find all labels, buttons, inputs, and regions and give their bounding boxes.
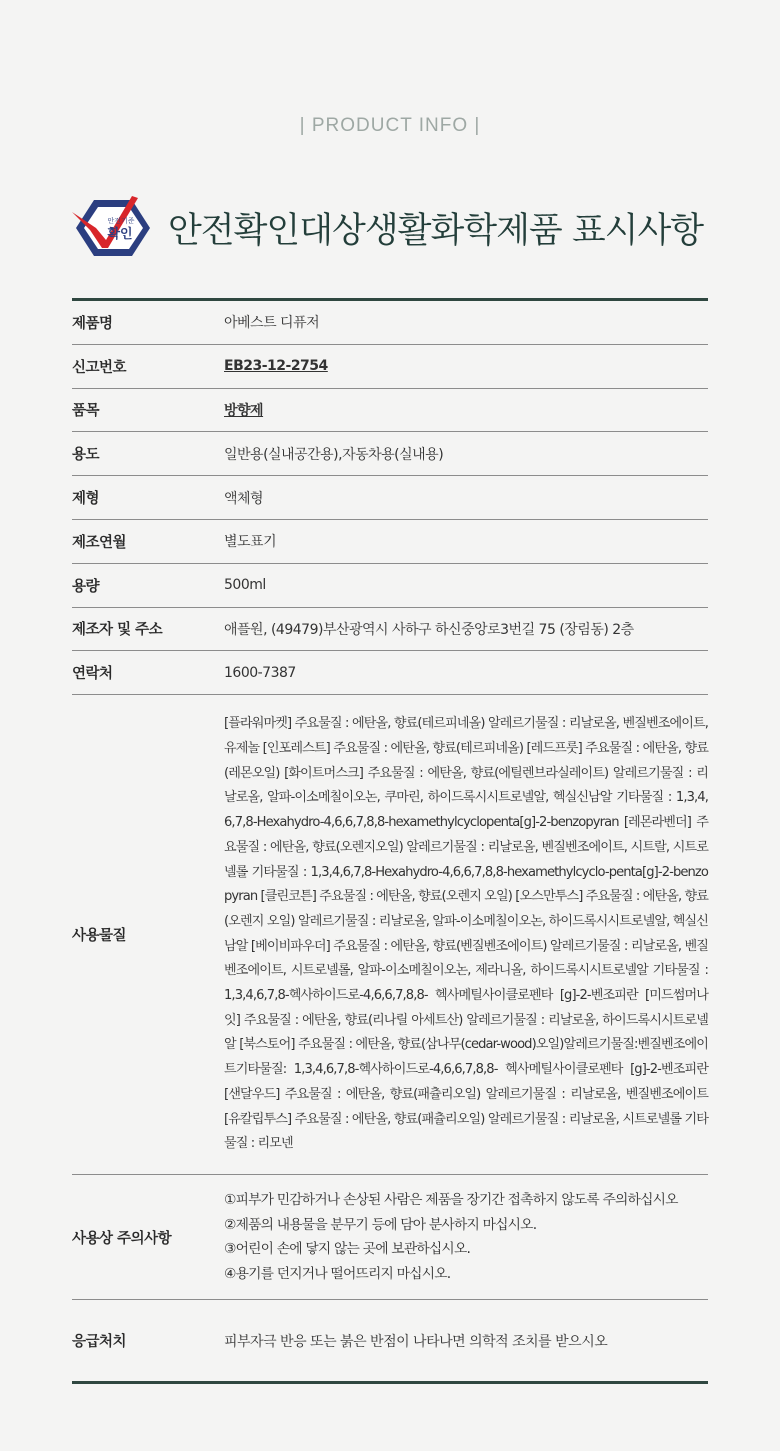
row-label: 사용상 주의사항 — [72, 1230, 172, 1247]
product-info-table — [72, 298, 708, 1384]
row-label: 용도 — [72, 447, 100, 464]
row-label: 품목 — [72, 403, 100, 420]
report-number-link[interactable]: EB23-12-2754 — [224, 358, 328, 375]
row-label: 용량 — [72, 578, 100, 595]
caution-item: ②제품의 내용물을 분무기 등에 담아 분사하지 마십시오. — [224, 1216, 537, 1233]
row-label: 신고번호 — [72, 359, 127, 376]
table-row-form — [72, 476, 708, 520]
table-row-contact — [72, 651, 708, 695]
row-label: 제품명 — [72, 315, 113, 332]
category-link[interactable]: 방향제 — [224, 402, 264, 419]
row-value: 1600-7387 — [224, 664, 296, 681]
section-title: | PRODUCT INFO | — [299, 115, 481, 136]
table-row-capacity — [72, 564, 708, 608]
row-value: 아베스트 디퓨저 — [224, 315, 320, 332]
table-row-product-name — [72, 301, 708, 345]
row-label: 제형 — [72, 491, 100, 508]
row-label: 응급처치 — [72, 1334, 127, 1351]
row-label: 제조연월 — [72, 534, 127, 551]
table-row-manufacturer — [72, 608, 708, 652]
caution-item: ③어린이 손에 닿지 않는 곳에 보관하십시오. — [224, 1241, 471, 1258]
caution-item: ④용기를 던지거나 떨어뜨리지 마십시오. — [224, 1265, 451, 1282]
row-value: 일반용(실내공간용),자동차용(실내용) — [224, 446, 444, 463]
caution-item: ①피부가 민감하거나 손상된 사람은 제품을 장기간 접촉하지 않도록 주의하십시오 — [224, 1192, 678, 1209]
table-row-usage — [72, 432, 708, 476]
safety-confirmed-badge-icon — [72, 192, 154, 264]
row-label: 연락처 — [72, 666, 113, 683]
row-value: 액체형 — [224, 490, 264, 507]
materials-text: [플라워마켓] 주요물질 : 에탄올, 향료(테르피네올) 알레르기물질 : 리날로올, 벤질벤조에이트, 유제놀 [인포레스트] 주요물질 : 에탄올, 향료(테르피네올) [레드프룻] 주요물질 : 에탄올, 향료(레몬오일) [화이트머스크] 주요물질 : 에탄올, 향료(에틸렌브라실레이트) 알레르기물질 : 리날로올, 알파-이소메칠이오논, 쿠마린, 하이드록시시트로넬알, 헥실신남알 기타물질 : 1,3,4,6,7,8-Hexahydro-4,6,6,7,8,8-hexamethylcyclopenta[g]-2-benzopyran [레몬라벤더] 주요물질 : 에탄올, 향료(오렌지오일) 알레르기물질 : 리날로올, 벤질벤조에이트, 시트랄, 시트로넬롤 기타물질 : 1,3,4,6,7,8-Hexahydro-4,6,6,7,8,8-hexamethylcyclo-penta[g]-2-benzopyran [클린코튼] 주요물질 : 에탄올, 향료(오렌지 오일) [오스만투스] 주요물질 : 에탄올, 향료(오렌지 오일) 알레르기물질 : 리날로올, 알파-이소메칠이오논, 하이드록시시트로넬알, 헥실신남알 [베이비파우더] 주요물질 : 에탄올, 향료(벤질벤조에이트) 알레르기물질 : 리날로올, 벤질벤조에이트, 시트로넬롤, 알파-이소메칠이오논, 제라니올, 하이드록시시트로넬알 기타물질 : 1,3,4,6,7,8-헥사하이드로-4,6,6,7,8,8- 헥사메틸사이클로펜타 [g]-2-벤조피란 [미드썸머나잇] 주요물질 : 에탄올, 향료(리나릴 아세트산) 알레르기물질 : 리날로올, 하이드록시시트로넬알 [북스토어] 주요물질 : 에탄올, 향료(삼나무(cedar-wood)오일)알레르기물질:벤질벤조에이트기타물질: 1,3,4,6,7,8-헥사하이드로-4,6,6,7,8,8- 헥사메틸사이클로펜타 [g]-2-벤조피란 [샌달우드] 주요물질 : 에탄올, 향료(패츌리오일) 알레르기물질 : 리날로올, 벤질벤조에이트 [유칼립투스] 주요물질 : 에탄올, 향료(패츌리오일) 알레르기물질 : 리날로올, 시트로넬롤 기타물질 : 리모넨 — [224, 716, 708, 1152]
page-title: 안전확인대상생활화학제품 표시사항 — [168, 211, 704, 251]
table-row-materials — [72, 695, 708, 1175]
table-row-cautions — [72, 1175, 708, 1300]
table-row-report-number — [72, 345, 708, 389]
row-label: 제조자 및 주소 — [72, 622, 163, 639]
first-aid-text: 피부자극 반응 또는 붉은 반점이 나타나면 의학적 조치를 받으시오 — [224, 1333, 608, 1350]
row-value: 500ml — [224, 577, 266, 594]
badge-top-text: 안전기준 — [107, 217, 135, 225]
badge-main-text: 확인 — [107, 227, 133, 242]
row-label: 사용물질 — [72, 928, 127, 945]
row-value: 애플원, (49479)부산광역시 사하구 하신중앙로3번길 75 (장림동) 2층 — [224, 621, 634, 638]
row-value: 별도표기 — [224, 534, 277, 551]
table-row-first-aid — [72, 1300, 708, 1384]
page-header — [72, 192, 708, 264]
caution-list — [224, 1188, 708, 1286]
table-row-category — [72, 389, 708, 433]
table-row-manufacture-date — [72, 520, 708, 564]
